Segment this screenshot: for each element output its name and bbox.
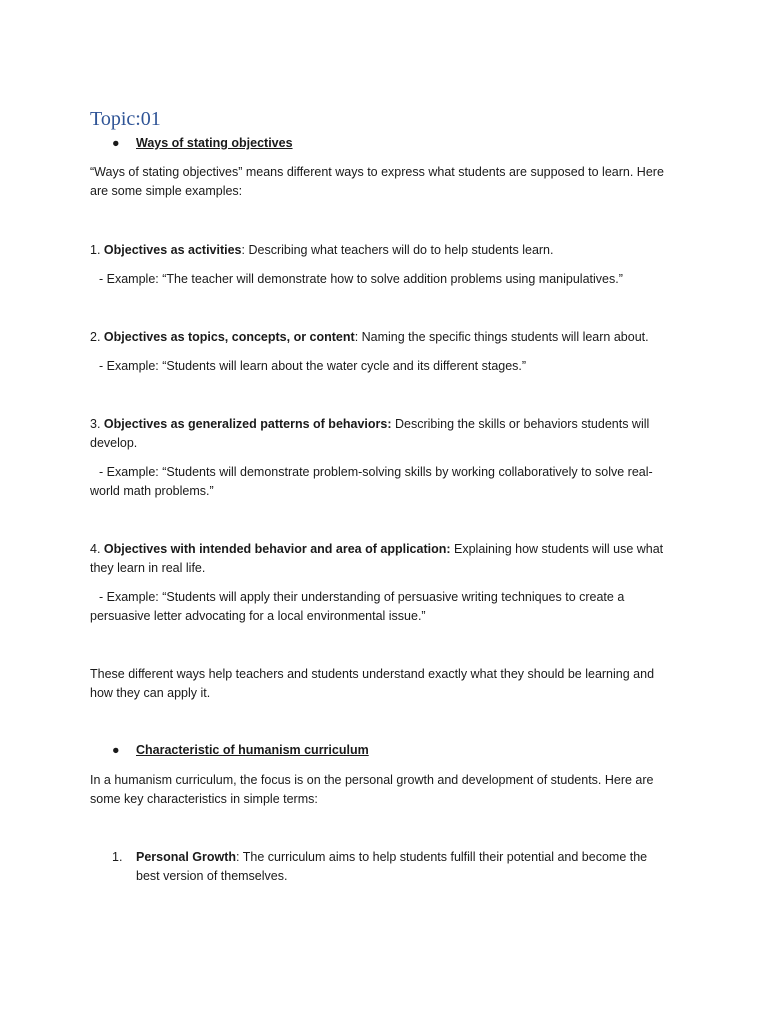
objective-item-3 [90,415,675,453]
section-intro: In a humanism curriculum, the focus is on the personal growth and development of students. Here are some key characteristics in simple terms: [90,773,654,806]
item-term: Objectives as topics, concepts, or content [103,330,355,344]
item-number: 2. [90,330,101,344]
section-heading-humanism-curriculum [112,743,369,757]
section-conclusion: These different ways help teachers and students understand exactly what they should be learning and how they can apply it. [90,667,655,700]
item-number: 1. [90,243,101,257]
item-description: Explaining how students will use what they learn in real life. [90,542,664,575]
item-term: Objectives as generalized patterns of behaviors: [103,417,392,431]
section-heading-ways-of-stating-objectives [112,136,293,150]
bullet-icon: ● [112,136,120,150]
item-term: Objectives as activities [103,243,242,257]
item-description: : Describing what teachers will do to help students learn. [241,243,554,257]
item-example: - Example: “Students will apply their understanding of persuasive writing techniques to create a persuasive letter advocating for a local environmental issue.” [90,590,625,623]
topic-heading: Topic:01 [90,108,161,130]
characteristic-item-1 [112,848,672,886]
objective-item-1 [90,241,675,260]
section-title: Ways of stating objectives [136,136,293,150]
item-description: : The curriculum aims to help students fulfill their potential and become the best version of themselves. [136,850,648,883]
item-example: - Example: “The teacher will demonstrate how to solve addition problems using manipulatives.” [99,272,623,286]
section-intro: “Ways of stating objectives” means different ways to express what students are supposed to learn. Here are some simple examples: [90,165,664,198]
item-description: Describing the skills or behaviors students will develop. [90,417,650,450]
item-term: Personal Growth [136,850,237,864]
item-term: Objectives with intended behavior and area of application: [103,542,451,556]
item-number: 3. [90,417,101,431]
item-text [136,848,672,886]
item-example: - Example: “Students will learn about the water cycle and its different stages.” [99,359,527,373]
item-example: - Example: “Students will demonstrate problem-solving skills by working collaboratively to solve real-world math problems.” [90,465,653,498]
item-number: 4. [90,542,101,556]
bullet-icon: ● [112,743,120,757]
section-title: Characteristic of humanism curriculum [136,743,369,757]
objective-item-4 [90,540,675,578]
objective-item-2 [90,328,675,347]
item-number: 1. [112,850,123,864]
item-description: : Naming the specific things students will learn about. [354,330,649,344]
